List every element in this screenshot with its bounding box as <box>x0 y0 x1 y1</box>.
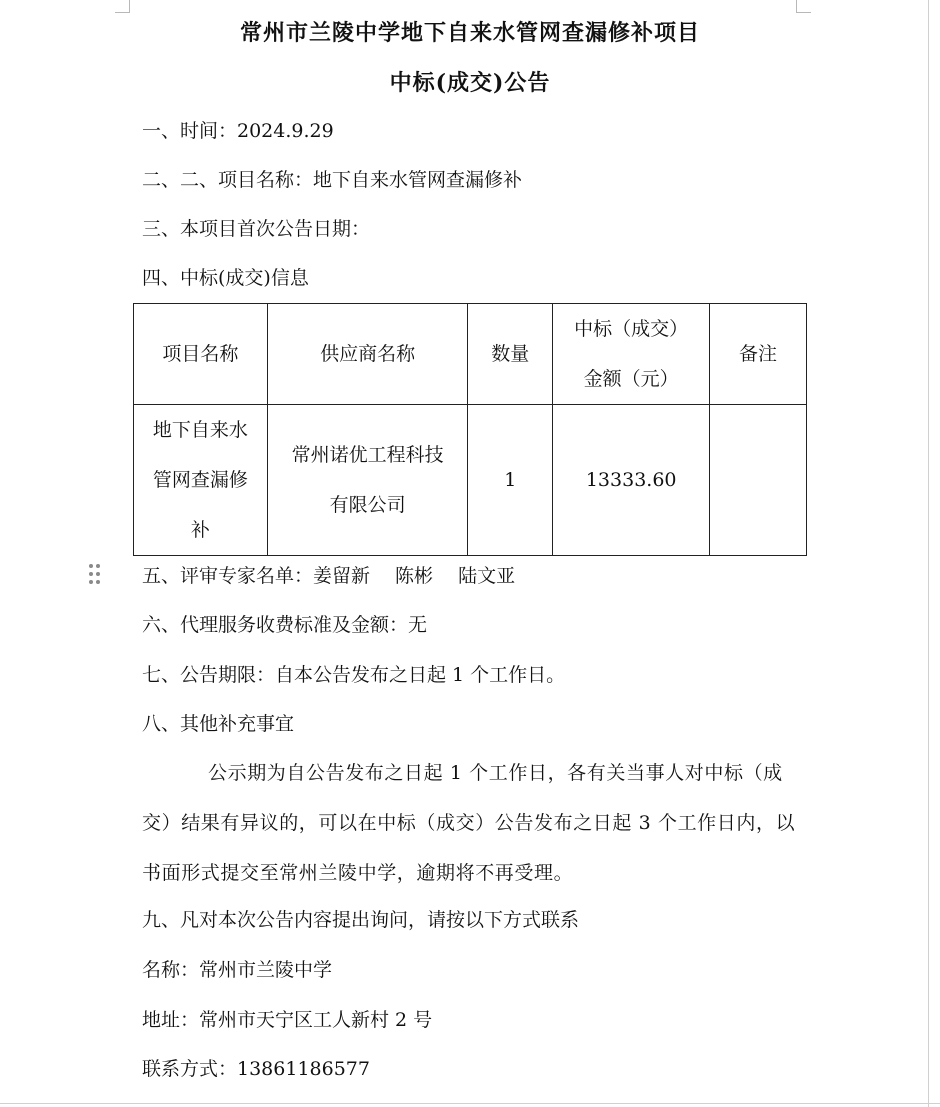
contact-phone: 联系方式：13861186577 <box>142 1058 370 1080</box>
cell-project-name-line3: 补 <box>190 519 210 541</box>
document-title: 常州市兰陵中学地下自来水管网查漏修补项目 <box>239 20 700 46</box>
page-corner-mark <box>115 0 130 13</box>
table-header-row <box>134 304 807 405</box>
page-edge <box>928 0 929 1107</box>
item-experts: 五、评审专家名单：姜留新 陈彬 陆文亚 <box>142 565 516 587</box>
other-matters-paragraph: 公示期为自公告发布之日起 1 个工作日，各有关当事人对中标（成交）结果有异议的，可以在中标（成交）公告发布之日起 3 个工作日内，以书面形式提交至常州兰陵中学，逾期将不再受理。 <box>142 762 796 884</box>
cell-quantity: 1 <box>468 405 553 556</box>
cell-supplier-name <box>267 405 468 556</box>
page-edge <box>0 1103 940 1104</box>
table-row <box>134 405 807 556</box>
document-subtitle: 中标(成交)公告 <box>389 70 551 96</box>
item-time: 一、时间：2024.9.29 <box>142 120 334 142</box>
item-project-name: 二、二、项目名称：地下自来水管网查漏修补 <box>142 169 523 191</box>
cell-project-name-line1: 地下自来水 <box>152 419 248 441</box>
header-amount-line2: 金额（元） <box>583 368 679 390</box>
item-agency-fee: 六、代理服务收费标准及金额：无 <box>142 614 428 636</box>
header-amount-line1: 中标（成交） <box>574 318 689 340</box>
cell-supplier-line1: 常州诺优工程科技 <box>291 444 444 466</box>
cell-project-name <box>134 405 268 556</box>
item-notice-period: 七、公告期限：自本公告发布之日起 1 个工作日。 <box>142 664 566 686</box>
header-remarks: 备注 <box>710 304 807 405</box>
contact-name: 名称：常州市兰陵中学 <box>142 959 333 981</box>
cell-project-name-line2: 管网查漏修 <box>152 469 248 491</box>
header-supplier-name: 供应商名称 <box>267 304 468 405</box>
cell-remarks <box>710 405 807 556</box>
cell-amount: 13333.60 <box>553 405 710 556</box>
drag-handle-icon[interactable] <box>88 563 102 585</box>
award-info-table <box>133 303 807 556</box>
item-contact-heading: 九、凡对本次公告内容提出询问，请按以下方式联系 <box>142 909 580 931</box>
contact-address: 地址：常州市天宁区工人新村 2 号 <box>142 1009 433 1031</box>
cell-supplier-line2: 有限公司 <box>329 494 406 516</box>
header-amount <box>553 304 710 405</box>
page-corner-mark <box>796 0 811 13</box>
header-quantity: 数量 <box>468 304 553 405</box>
item-award-info-heading: 四、中标(成交)信息 <box>142 267 309 289</box>
item-other-matters: 八、其他补充事宜 <box>142 713 295 735</box>
item-first-notice-date: 三、本项目首次公告日期： <box>142 218 371 240</box>
header-project-name: 项目名称 <box>134 304 268 405</box>
